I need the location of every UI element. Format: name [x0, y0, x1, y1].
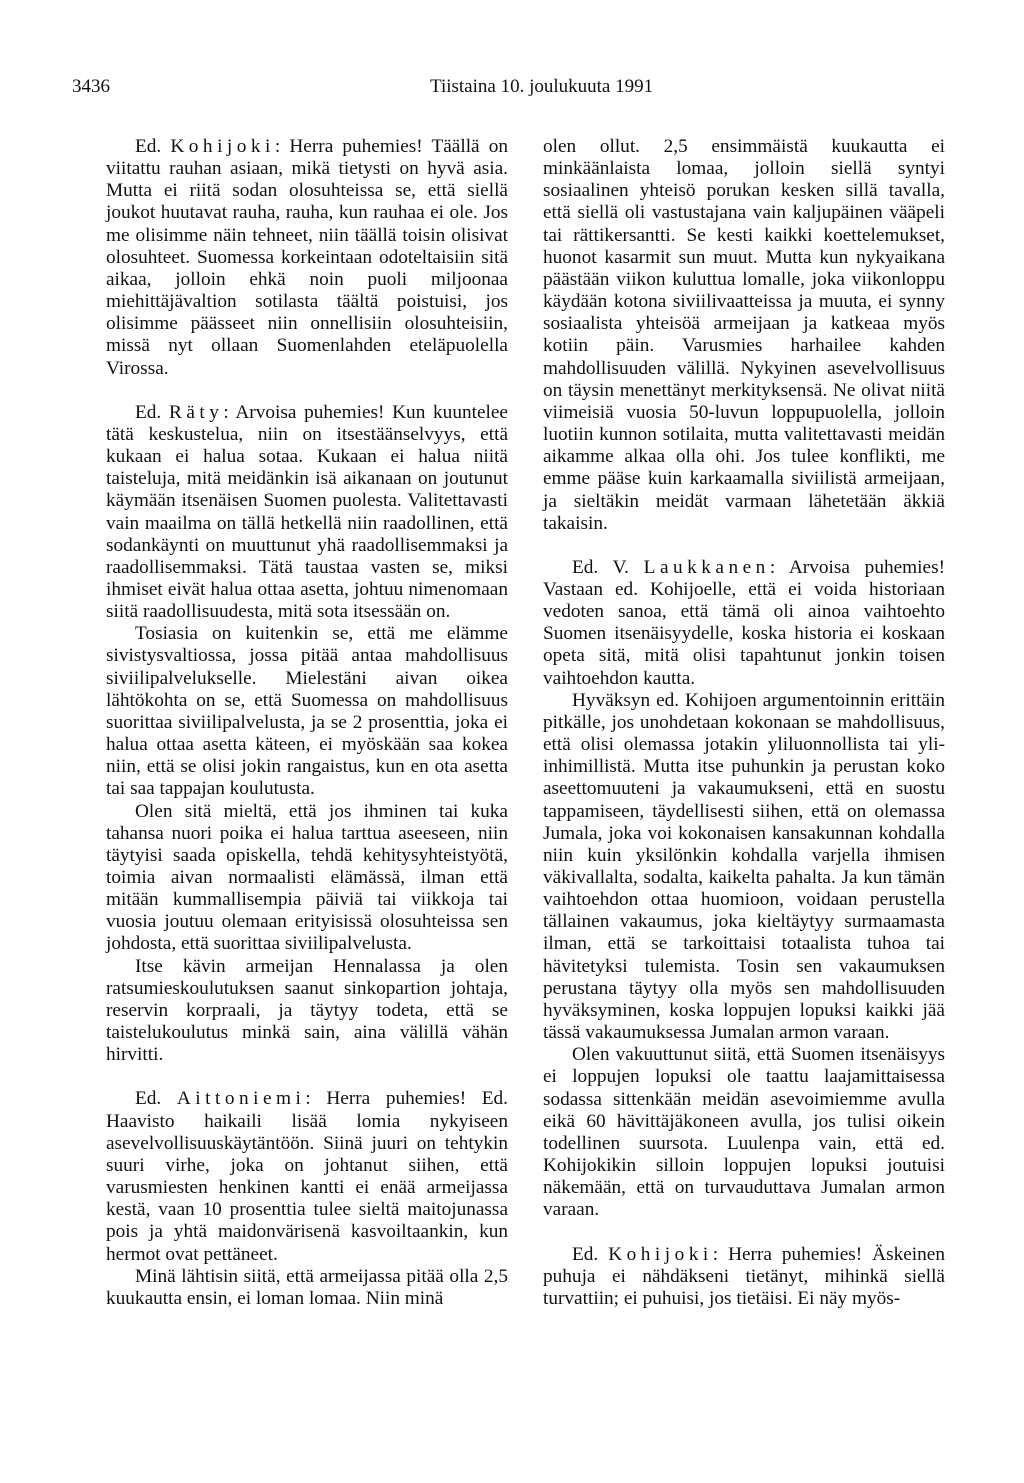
speech-text: : Herra puhemies! Ed. Haavisto haikaili lisää lomia nykyiseen asevelvollisuuskäytäntöön. Siinä juuri on tehtykin suuri virhe, joka on johtanut siihen, että varusmiesten henkinen kantti ei enää armeijassa kestä, vaan 10 prosenttia tulee sieltä maitojunassa pois ja yhtä maidonvärisenä kasvoiltaankin, kun hermot ovat pettäneet.	[106, 1088, 508, 1265]
speech-raty	[106, 402, 508, 624]
speech-text: : Herra puhemies! Täällä on viitattu rauhan asiaan, mikä tietysti on hyvä asia. Mutta ei riitä sodan olosuhteissa se, että siellä joukot huutavat rauha, rauha, kun rauhaa ei ole. Jos me olisimme näin tehneet, niin täällä toisin olisivat olosuhteet. Suomessa korkeintaan odoteltaisiin sitä aikaa, jolloin ehkä noin puoli miljoonaa miehittäjävaltion sotilasta täältä poistuisi, jos olisimme päässeet niin onnellisiin olosuhteisiin, missä nyt ollaan Suomenlahden eteläpuolella Virossa.	[106, 136, 508, 379]
speaker-name: Laukkanen	[643, 556, 770, 578]
page-number: 3436	[72, 76, 110, 97]
speech-kohijoki	[106, 136, 508, 380]
speaker-prefix: Ed.	[135, 401, 162, 423]
speech-kohijoki-2	[543, 1244, 945, 1310]
speech-aittoniemi	[106, 1088, 508, 1265]
paragraph: Olen sitä mieltä, että jos ihminen tai kuka tahansa nuori poika ei halua tarttua aseeseen, niin täytyisi saada opiskella, tehdä kehitysyhteistyötä, toimia aivan normaalisti elämässä, ilman että mitään kummallisempia päiviä tai viikkoja tai vuosia joutuu olemaan erityisissä olosuhteissa sen johdosta, että suorittaa siviilipalvelusta.	[106, 800, 508, 955]
paragraph: Tosiasia on kuitenkin se, että me elämme sivistysvaltiossa, jossa pitää antaa mahdollisuus siviilipalvelukselle. Mielestäni aivan oikea lähtökohta on se, että Suomessa on mahdollisuus suorittaa siviilipalvelusta, ja se 2 prosenttia, joka ei halua ottaa asetta käteen, ei myöskään saa kokea niin, että se olisi jokin rangaistus, kun en ota asetta tai saa tappajan koulutusta.	[106, 623, 508, 800]
speaker-prefix: Ed.	[135, 1088, 162, 1110]
speaker-name: Aittoniemi	[176, 1088, 306, 1110]
speaker-name: Kohijoki	[608, 1243, 713, 1265]
speech-text: : Herra puhemies! Äskeinen puhuja ei nähdäkseni tietänyt, mihinkä siellä turvattiin; ei puhuisi, jos tietäisi. Ei näy myös-	[543, 1243, 945, 1309]
paragraph: Olen vakuuttunut siitä, että Suomen itsenäisyys ei loppujen lopuksi ole taattu laajamittaisessa sodassa sittenkään meidän asevoimiemme avulla eikä 60 hävittäjäkoneen avulla, jos tulisi oikein todellinen suursota. Luulenpa vain, että ed. Kohijokikin silloin loppujen lopuksi joutuisi näkemään, että on turvauduttava Jumalan armon varaan.	[543, 1044, 945, 1221]
paragraph-continued: olen ollut. 2,5 ensimmäistä kuukautta ei minkäänlaista lomaa, jolloin siellä syntyi sosiaalinen yhteisö porukan kesken sillä tavalla, että siellä oli vastustajana vain kaljupäinen vääpeli tai rättikersantti. Se kesti kaikki koettelemukset, huonot kasarmit sun muut. Mutta kun nykyaikana päästään viikon kuluttua lomalle, joka viikonloppu käydään kotona siviilivaatteissa ja muuta, ei synny sosiaalista yhteisöä armeijaan ja katkeaa myös kotiin päin. Varusmies harhailee kahden mahdollisuuden välillä. Nykyinen asevelvollisuus on täysin menettänyt merkityksensä. Ne olivat niitä viimeisiä vuosia 50-luvun loppupuolella, jolloin luotiin kunnon sotilaita, mutta valitettavasti meidän aikamme alkaa olla ohi. Jos tulee konflikti, me emme pääse kuin karkaamalla siviilistä armeijaan, ja sieltäkin meidät varmaan lähetetään äkkiä takaisin.	[543, 136, 945, 534]
paragraph: Minä lähtisin siitä, että armeijassa pitää olla 2,5 kuukautta ensin, ei loman lomaa. Niin minä	[106, 1265, 508, 1309]
speech-text: : Arvoisa puhemies! Vastaan ed. Kohijoelle, että ei voida historiaan vedoten sanoa, että tämä oli ainoa vaihtoehto Suomen itsenäisyydelle, koska historia ei koskaan opeta sitä, mitä olisi tapahtunut jonkin toisen vaihtoehdon kautta.	[543, 556, 945, 689]
running-title: Tiistaina 10. joulukuuta 1991	[430, 76, 654, 97]
speaker-name: Kohijoki	[170, 136, 275, 157]
left-column	[106, 136, 508, 1310]
speech-laukkanen	[543, 557, 945, 690]
speaker-prefix: Ed.	[135, 136, 162, 157]
speaker-prefix: Ed.	[572, 1243, 599, 1265]
right-column	[543, 136, 945, 1310]
paragraph: Itse kävin armeijan Hennalassa ja olen ratsumieskoulutuksen saanut sinkopartion johtaja, reservin korpraali, ja täytyy todeta, että se taistelukoulutus minkä sain, aina välillä vähän hirvitti.	[106, 955, 508, 1066]
speaker-name: Räty	[168, 401, 224, 423]
speaker-prefix: Ed. V.	[572, 556, 629, 578]
speech-text: : Arvoisa puhemies! Kun kuuntelee tätä keskustelua, niin on itsestäänselvyys, että kukaan ei halua sotaa. Kukaan ei halua niitä taisteluja, mitä meidänkin isä aikanaan on joutunut käymään itsenäisen Suomen puolesta. Valitettavasti vain maailma on tällä hetkellä niin raadollinen, että sodankäynti on muuttunut yhä raadollisemmaksi ja raadollisemmaksi. Tätä taustaa vasten se, miksi ihmiset eivät halua ottaa asetta, johtuu nimenomaan siitä raadollisuudesta, mitä sota itsessään on.	[106, 401, 508, 623]
page-header	[72, 76, 984, 104]
paragraph: Hyväksyn ed. Kohijoen argumentoinnin erittäin pitkälle, jos unohdetaan kokonaan se mahdollisuus, että olisi olemassa jotakin yliluonnollista tai yli-inhimillistä. Mutta itse puhunkin ja perustan koko aseettomuuteni ja vakaumukseni, että en suostu tappamiseen, täydellisesti siihen, että on olemassa Jumala, joka voi kokonaisen kansakunnan kohdalla niin kuin yksilönkin kohdalla varjella ihmisen väkivallalta, sodalta, kaikelta pahalta. Ja kun tämän vaihtoehdon ottaa huomioon, voidaan perustella tällainen vakaumus, joka kieltäytyy surmaamasta ilman, että se tarkoittaisi totaalista tuhoa tai hävitetyksi tulemista. Tosin sen vakaumuksen perustana täytyy olla myös sen mahdollisuuden hyväksyminen, koska loppujen lopuksi kaikki jää tässä vakaumuksessa Jumalan armon varaan.	[543, 689, 945, 1044]
